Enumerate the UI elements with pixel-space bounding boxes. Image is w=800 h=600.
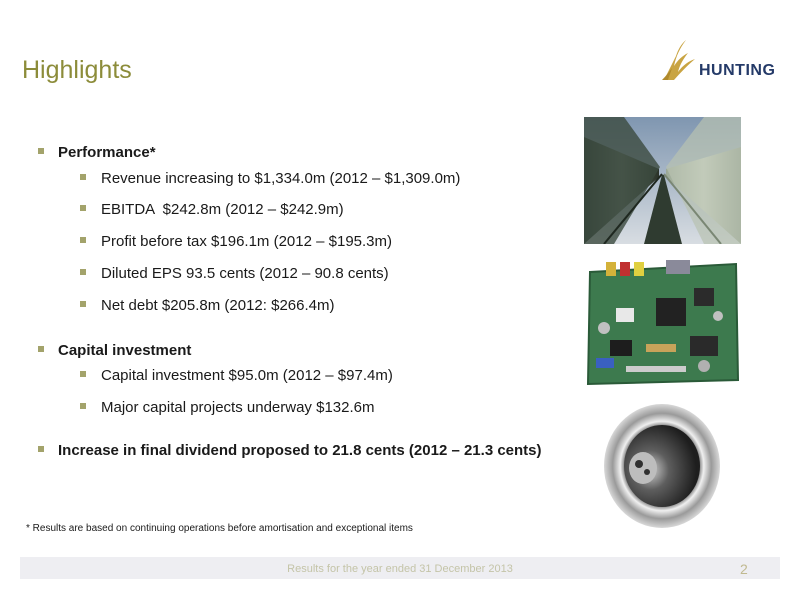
bullet-marker — [38, 446, 44, 452]
hunting-bird-icon — [660, 38, 700, 83]
bullet-heading: Capital investment — [58, 342, 192, 359]
bullet-text: EBITDA $242.8m (2012 – $242.9m) — [101, 201, 344, 218]
page-title: Highlights — [22, 56, 132, 84]
bullet-item — [80, 399, 374, 416]
bullet-text: Capital investment $95.0m (2012 – $97.4m) — [101, 367, 393, 384]
bullet-text: Diluted EPS 93.5 cents (2012 – 90.8 cents) — [101, 265, 389, 282]
bullet-performance — [38, 144, 156, 161]
pipes-photo — [584, 117, 741, 244]
bullet-marker — [80, 205, 86, 211]
bullet-marker — [38, 346, 44, 352]
bullet-text: Revenue increasing to $1,334.0m (2012 – $1,309.0m) — [101, 170, 461, 187]
bullet-text: Profit before tax $196.1m (2012 – $195.3m) — [101, 233, 393, 250]
bullet-capital — [38, 342, 191, 359]
bullet-marker — [80, 403, 86, 409]
circuit-board-photo — [586, 258, 740, 386]
bullet-item — [80, 297, 334, 314]
hunting-logo — [660, 38, 785, 83]
bullet-text: Net debt $205.8m (2012: $266.4m) — [101, 297, 335, 314]
bullet-heading: Performance* — [58, 144, 156, 161]
page-number: 2 — [740, 561, 748, 577]
bullet-marker — [80, 174, 86, 180]
bullet-marker — [80, 371, 86, 377]
tube-photo — [603, 402, 721, 530]
footer-text: Results for the year ended 31 December 2013 — [287, 563, 513, 575]
footnote: * Results are based on continuing operations before amortisation and exceptional items — [26, 523, 413, 534]
bullet-marker — [38, 148, 44, 154]
bullet-item — [80, 233, 392, 250]
bullet-marker — [80, 269, 86, 275]
bullet-dividend — [38, 442, 542, 459]
bullet-item — [80, 265, 389, 282]
bullet-text: Major capital projects underway $132.6m — [101, 399, 375, 416]
bullet-item — [80, 170, 460, 187]
bullet-marker — [80, 301, 86, 307]
bullet-item — [80, 201, 344, 218]
bullet-marker — [80, 237, 86, 243]
logo-text: HUNTING — [699, 62, 776, 79]
bullet-heading: Increase in final dividend proposed to 21.8 cents (2012 – 21.3 cents) — [58, 442, 542, 459]
bullet-item — [80, 367, 393, 384]
